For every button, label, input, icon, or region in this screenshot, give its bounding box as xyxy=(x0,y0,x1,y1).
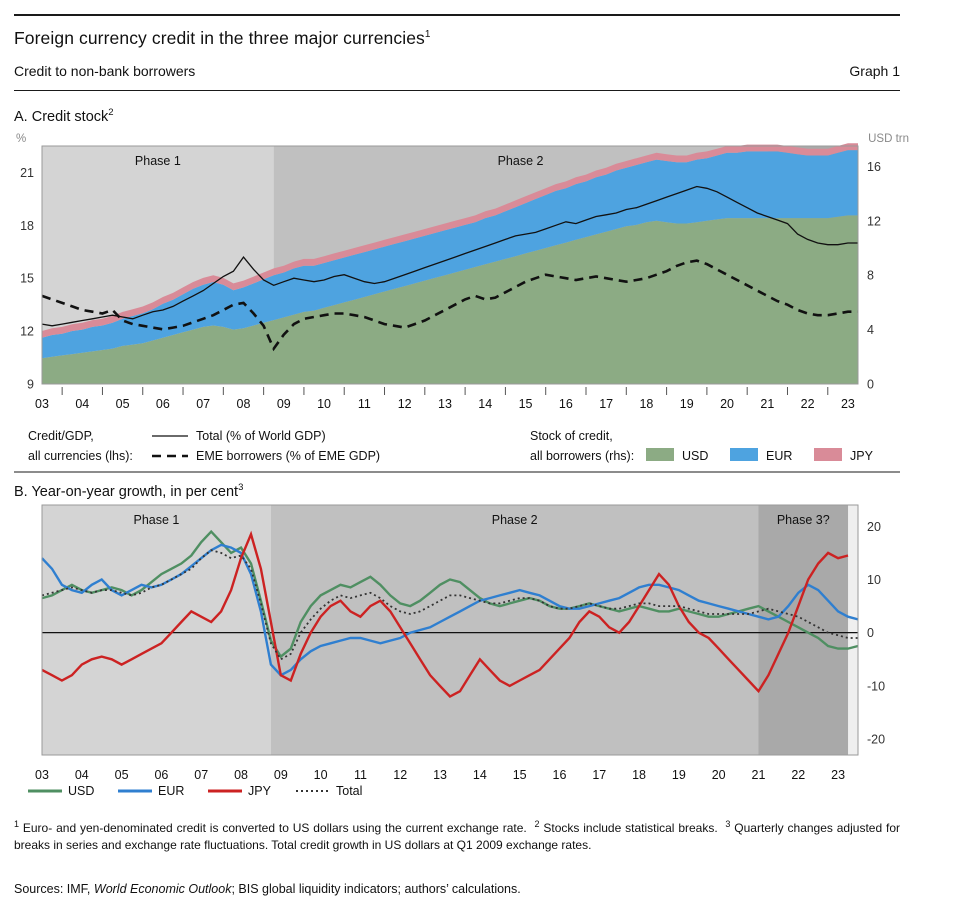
panel-a-xtick-label: 03 xyxy=(35,397,49,411)
panel-a-right-unit: USD trn xyxy=(868,133,909,145)
panel-b-xtick-label: 12 xyxy=(393,768,408,782)
panel-b-phase-band xyxy=(42,505,271,755)
footnote-marker-2: 2 xyxy=(534,819,540,829)
panel-a-ytick-right: 4 xyxy=(867,323,874,338)
panel-b-xtick-label: 11 xyxy=(353,768,367,782)
panel-a-xtick-label: 08 xyxy=(236,397,251,411)
panel-b-xtick-label: 09 xyxy=(273,768,288,782)
panel-a-title-text: A. Credit stock xyxy=(14,108,109,125)
panel-b-xtick-label: 04 xyxy=(74,768,89,782)
panel-a-xtick-label: 21 xyxy=(760,397,775,411)
page-subtitle: Credit to non-bank borrowers xyxy=(14,63,196,79)
panel-a-ytick-right: 16 xyxy=(867,159,881,174)
panel-a-legend-eme-label: EME borrowers (% of EME GDP) xyxy=(196,449,381,463)
panel-b-xtick-label: 20 xyxy=(711,768,726,782)
panel-a-ytick-left: 18 xyxy=(20,218,34,233)
panel-b-ytick-right: 10 xyxy=(867,572,881,587)
panel-a-legend-jpy-label: JPY xyxy=(850,449,873,463)
panel-a-left-unit: % xyxy=(16,133,27,145)
panel-a-ytick-right: 12 xyxy=(867,214,881,229)
panel-a-xtick-label: 22 xyxy=(800,397,815,411)
panel-b-xtick-label: 06 xyxy=(154,768,169,782)
footnote-marker-3: 3 xyxy=(725,819,731,829)
panel-b-legend-eur-label: EUR xyxy=(158,784,185,798)
panel-a-xtick-label: 23 xyxy=(840,397,855,411)
panel-b-chart xyxy=(0,470,973,820)
sources-line xyxy=(14,882,521,896)
footnote-marker-1: 1 xyxy=(14,819,20,829)
panel-a-xtick-label: 15 xyxy=(518,397,533,411)
panel-b-phase-band xyxy=(271,505,759,755)
panel-b-xtick-label: 15 xyxy=(512,768,527,782)
sources-italic: World Economic Outlook xyxy=(93,882,232,896)
panel-a-ytick-right: 0 xyxy=(867,377,874,392)
sources-suffix: ; BIS global liquidity indicators; authors’ calculations. xyxy=(231,882,521,896)
sources-prefix: Sources: IMF, xyxy=(14,882,94,896)
panel-a-xtick-label: 06 xyxy=(155,397,170,411)
page-title-text: Foreign currency credit in the three major currencies xyxy=(14,28,425,48)
panel-b-xtick-label: 03 xyxy=(35,768,49,782)
panel-a-legend-total-label: Total (% of World GDP) xyxy=(196,429,326,443)
panel-a-xtick-label: 05 xyxy=(115,397,130,411)
panel-a-xtick-label: 10 xyxy=(317,397,332,411)
panel-a-ytick-right: 8 xyxy=(867,268,874,283)
panel-b-legend-usd-label: USD xyxy=(68,784,95,798)
panel-b-xtick-label: 23 xyxy=(831,768,846,782)
panel-b-ytick-right: -10 xyxy=(867,679,886,694)
graph-number: Graph 1 xyxy=(849,63,900,79)
panel-a-ytick-left: 21 xyxy=(20,165,34,180)
panel-a-xtick-label: 12 xyxy=(397,397,412,411)
panel-a-xtick-label: 20 xyxy=(720,397,734,411)
panel-a-ytick-left: 12 xyxy=(20,324,34,339)
panel-a-legend-rhs-line2: all borrowers (rhs): xyxy=(530,449,635,463)
panel-a-legend-swatch-eur xyxy=(730,448,758,461)
panel-b-xtick-label: 14 xyxy=(472,768,487,782)
panel-b-xtick-label: 08 xyxy=(234,768,248,782)
panel-b-xtick-label: 05 xyxy=(114,768,129,782)
panel-b-xtick-label: 13 xyxy=(433,768,448,782)
panel-a-xtick-label: 16 xyxy=(558,397,573,411)
panel-a-legend-eur-label: EUR xyxy=(766,449,793,463)
page-title-footnote-marker: 1 xyxy=(424,29,431,41)
panel-a-legend-swatch-jpy xyxy=(814,448,842,461)
panel-b-xtick-label: 18 xyxy=(632,768,647,782)
panel-a-phase-label: Phase 1 xyxy=(134,154,181,168)
footnotes: $^1$ Euro- and yen-denominated credit is converted to US dollars using the current exchange rate. $^2$ Stocks include statistical breaks. $^3$ Quarterly changes adjusted for breaks in series and exchange rate fluctuations. Total credit growth in US dollars at Q1 2009 exchange rates. xyxy=(14,819,900,852)
panel-a-phase-label: Phase 2 xyxy=(497,154,544,168)
panel-a-legend-rhs-line1: Stock of credit, xyxy=(530,429,613,443)
panel-a-legend-swatch-usd xyxy=(646,448,674,461)
panel-a-xtick-label: 09 xyxy=(276,397,291,411)
panel-a-xtick-label: 18 xyxy=(639,397,654,411)
panel-b-legend-total-label: Total xyxy=(336,784,363,798)
panel-a-ytick-left: 15 xyxy=(20,271,34,286)
panel-b-legend-jpy-label: JPY xyxy=(248,784,271,798)
panel-a-xtick-label: 11 xyxy=(357,397,371,411)
panel-b-ytick-right: -20 xyxy=(867,732,886,747)
panel-a-legend-lhs-line1: Credit/GDP, xyxy=(28,429,94,443)
panel-b-xtick-label: 17 xyxy=(592,768,607,782)
panel-b-xtick-label: 16 xyxy=(552,768,567,782)
panel-b-title-text: B. Year-on-year growth, in per cent xyxy=(14,483,239,500)
panel-b-phase-label: Phase 2 xyxy=(491,513,538,527)
panel-a-xtick-label: 19 xyxy=(679,397,694,411)
panel-b-phase-label: Phase 1 xyxy=(133,513,180,527)
panel-b-phase-label: Phase 3? xyxy=(776,513,830,527)
panel-a-xtick-label: 13 xyxy=(438,397,452,411)
panel-a-legend-usd-label: USD xyxy=(682,449,709,463)
panel-a-xtick-label: 04 xyxy=(75,397,90,411)
panel-a-xtick-label: 07 xyxy=(196,397,211,411)
panel-b-xtick-label: 07 xyxy=(194,768,209,782)
panel-b-xtick-label: 21 xyxy=(751,768,766,782)
panel-b-footnote-marker: 3 xyxy=(238,482,244,493)
panel-b-ytick-right: 0 xyxy=(867,626,874,641)
panel-b-xtick-label: 19 xyxy=(671,768,686,782)
panel-a-legend-lhs-line2: all currencies (lhs): xyxy=(28,449,133,463)
panel-a-xtick-label: 14 xyxy=(478,397,493,411)
panel-b-xtick-label: 22 xyxy=(791,768,806,782)
panel-a-footnote-marker: 2 xyxy=(108,107,114,118)
panel-a-xtick-label: 17 xyxy=(599,397,614,411)
panel-b-svg xyxy=(0,470,973,820)
panel-b-xtick-label: 10 xyxy=(313,768,328,782)
panel-b-ytick-right: 20 xyxy=(867,519,881,534)
panel-a-ytick-left: 9 xyxy=(27,377,34,392)
